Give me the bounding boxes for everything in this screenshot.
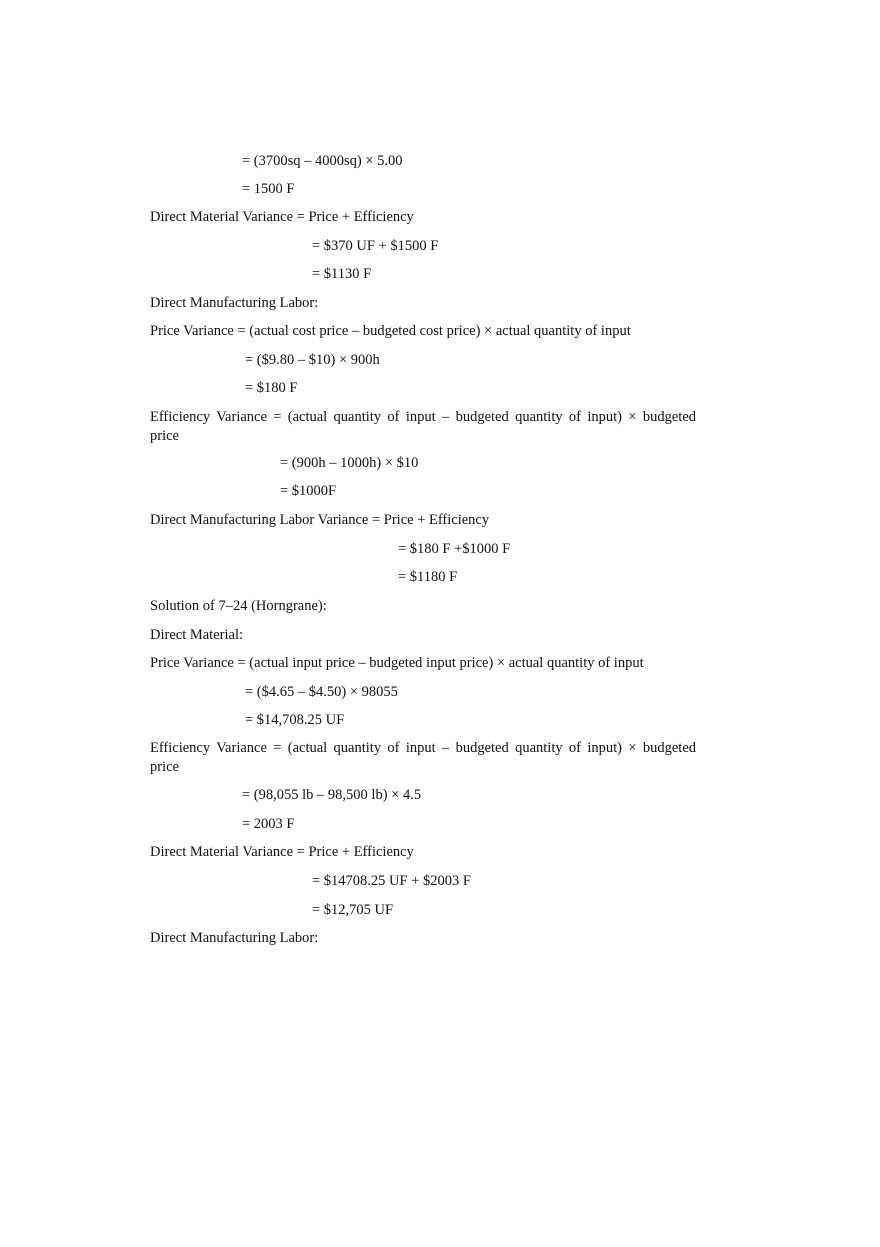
material-efficiency-calc-line: = (3700sq – 4000sq) × 5.00 xyxy=(242,153,403,169)
material-variance-result: = $1130 F xyxy=(312,266,372,282)
material-efficiency-result: = 1500 F xyxy=(242,181,295,197)
solution-heading: Solution of 7–24 (Horngrane): xyxy=(150,598,327,614)
labor-efficiency-variance-formula-continued: price xyxy=(150,428,179,444)
material-efficiency-variance-calc-line: = (98,055 lb – 98,500 lb) × 4.5 xyxy=(242,787,422,803)
labor-efficiency-variance-formula: Efficiency Variance = (actual quantity of input – budgeted quantity of input) × budgeted xyxy=(150,409,696,425)
material-price-variance-calc-line: = ($4.65 – $4.50) × 98055 xyxy=(245,684,398,700)
labor-efficiency-variance-result: = $1000F xyxy=(280,483,337,499)
material-variance-calc-line: = $370 UF + $1500 F xyxy=(312,238,439,254)
labor-efficiency-variance-calc-line: = (900h – 1000h) × $10 xyxy=(280,455,419,471)
labor-price-variance-calc-line: = ($9.80 – $10) × 900h xyxy=(245,352,380,368)
material-total-variance-formula: Direct Material Variance = Price + Efficiency xyxy=(150,844,414,860)
labor-section-heading: Direct Manufacturing Labor: xyxy=(150,295,319,311)
material-efficiency-variance-formula-continued: price xyxy=(150,759,179,775)
material-total-variance-result: = $12,705 UF xyxy=(312,902,394,918)
material-total-variance-calc-line: = $14708.25 UF + $2003 F xyxy=(312,873,471,889)
labor-variance-calc-line: = $180 F +$1000 F xyxy=(398,541,511,557)
labor-price-variance-result: = $180 F xyxy=(245,380,298,396)
labor-variance-result: = $1180 F xyxy=(398,569,458,585)
material-variance-formula: Direct Material Variance = Price + Efficiency xyxy=(150,209,414,225)
material-price-variance-result: = $14,708.25 UF xyxy=(245,712,345,728)
material-efficiency-variance-formula: Efficiency Variance = (actual quantity of input – budgeted quantity of input) × budgeted xyxy=(150,740,696,756)
direct-material-heading: Direct Material: xyxy=(150,627,243,643)
labor-price-variance-formula: Price Variance = (actual cost price – budgeted cost price) × actual quantity of input xyxy=(150,323,631,339)
material-price-variance-formula: Price Variance = (actual input price – budgeted input price) × actual quantity of input xyxy=(150,655,644,671)
material-efficiency-variance-result: = 2003 F xyxy=(242,816,295,832)
labor-section-heading-2: Direct Manufacturing Labor: xyxy=(150,930,319,946)
labor-variance-formula: Direct Manufacturing Labor Variance = Price + Efficiency xyxy=(150,512,490,528)
